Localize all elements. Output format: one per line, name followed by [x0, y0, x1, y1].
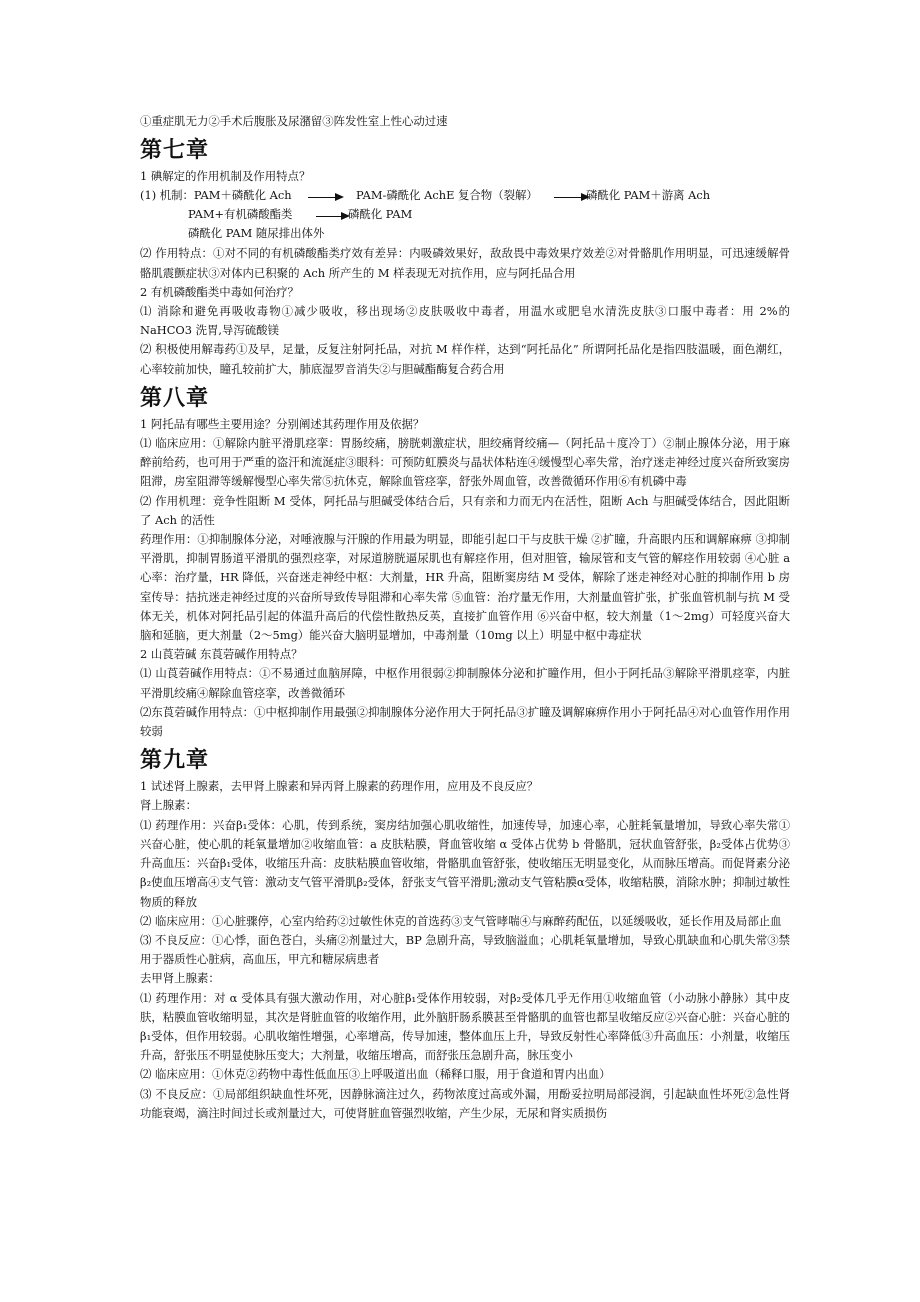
subheading: 肾上腺素：	[140, 798, 197, 813]
paragraph: ⑵东莨菪碱作用特点：①中枢抑制作用最强②抑制腺体分泌作用大于阿托品③扩瞳及调解麻痹作用小于阿托品④对心血管作用作用较弱	[140, 704, 790, 739]
paragraph: ⑵ 积极使用解毒药①及早，足量，反复注射阿托品，对抗 M 样作样，达到“阿托品化” 所谓阿托品化是指四肢温暖，面色潮红，心率较前加快，瞳孔较前扩大，肺底湿罗音消失②与胆碱酯酶复合药合用	[140, 342, 790, 376]
mechanism-label: (1) 机制：PAM＋磷酰化 Ach	[140, 188, 292, 203]
paragraph: ⑵ 作用特点：①对不同的有机磷酸酯类疗效有差异：内吸磷效果好，敌敌畏中毒效果疗效差②对骨骼肌作用明显，可迅速缓解骨骼肌震颤症状③对体内已积聚的 Ach 所产生的 M 样表现无对抗作用，应与阿托品合用	[140, 246, 790, 280]
paragraph: ⑴ 山莨菪碱作用特点：①不易通过血脑屏障，中枢作用很弱②抑制腺体分泌和扩瞳作用，但小于阿托品③解除平滑肌痉挛，内脏平滑肌绞痛④解除血管痉挛，改善微循环	[140, 666, 790, 700]
arrow-icon	[554, 197, 588, 198]
paragraph: ⑶ 不良反应：①局部组织缺血性坏死，因静脉滴注过久，药物浓度过高或外漏，用酚妥拉明局部浸润，引起缺血性坏死②急性肾功能衰竭，滴注时间过长或剂量过大，可使肾脏血管强烈收缩，产生少尿，无尿和肾实质损伤	[140, 1086, 790, 1120]
mechanism-diagram	[140, 186, 790, 244]
paragraph: ⑵ 作用机理：竞争性阻断 M 受体，阿托品与胆碱受体结合后，只有亲和力而无内在活性，阻断 Ach 与胆碱受体结合，因此阻断了 Ach 的活性	[140, 493, 790, 527]
chapter-9-title: 第九章	[140, 747, 210, 774]
paragraph: ⑴ 药理作用：兴奋β₁受体：心肌，传到系统，窦房结加强心肌收缩性，加速传导，加速心率，心脏耗氧量增加，导致心率失常①兴奋心脏，使心肌的耗氧量增加②收缩血管：a 皮肤粘膜，肾血管收缩 α 受体占优势 b 骨骼肌，冠状血管舒张，β₂受体占优势③升高血压：兴奋β₁受体，收缩压升高：皮肤粘膜血管收缩，骨骼肌血管舒张，使收缩压无明显变化，从而脉压增高。而促肾素分泌β₂使血压增高④支气管：激动支气管平滑肌β₂受体，舒张支气管平滑肌;激动支气管粘膜α受体，收缩粘膜，消除水肿；抑制过敏性物质的释放	[140, 817, 790, 909]
question: 2 有机磷酸酯类中毒如何治疗？	[140, 284, 299, 299]
mechanism-row2-left: PAM+有机磷酸酯类	[188, 207, 293, 222]
paragraph: ⑶ 不良反应：①心悸，面色苍白，头痛②剂量过大，BP 急剧升高，导致脑溢血；心肌耗氧量增加，导致心肌缺血和心肌失常③禁用于器质性心脏病，高血压，甲亢和糖尿病患者	[140, 932, 790, 967]
question: 1 试述肾上腺素，去甲肾上腺素和异丙肾上腺素的药理作用，应用及不良反应？	[140, 779, 539, 794]
paragraph: ⑵ 临床应用：①心脏骤停，心室内给药②过敏性休克的首选药③支气管哮喘④与麻醉药配伍，以延缓吸收，延长作用及局部止血	[140, 913, 782, 928]
paragraph: ⑴ 消除和避免再吸收毒物①减少吸收，移出现场②皮肤吸收中毒者，用温水或肥皂水清洗皮肤③口服中毒者：用 2%的 NaHCO3 洗胃,导泻硫酸镁	[140, 304, 790, 338]
arrow-icon	[308, 197, 342, 198]
paragraph: 药理作用：①抑制腺体分泌，对唾液腺与汗腺的作用最为明显，即能引起口干与皮肤干燥 ②扩瞳，升高眼内压和调解麻痹 ③抑制平滑肌，抑制胃肠道平滑肌的强烈痉挛，对尿道膀胱逼尿肌也有解痉作用，但对胆管，输尿管和支气管的解痉作用较弱 ④心脏 a 心率：治疗量，HR 降低，兴奋迷走神经中枢：大剂量，HR 升高，阻断窦房结 M 受体，解除了迷走神经对心脏的抑制作用 b 房室传导：拮抗迷走神经过度的兴奋所导致传导阻滞和心率失常 ⑤血管：治疗量无作用，大剂量血管扩张，扩张血管机制与抗 M 受体无关，机体对阿托品引起的体温升高后的代偿性散热反英，直接扩血管作用 ⑥兴奋中枢，较大剂量（1～2mg）可轻度兴奋大脑和延脑，更大剂量（2～5mg）能兴奋大脑明显增加，中毒剂量（10mg 以上）明显中枢中毒症状	[140, 532, 790, 643]
subheading: 去甲肾上腺素：	[140, 971, 220, 986]
chapter-8-title: 第八章	[140, 384, 210, 411]
paragraph: ⑴ 临床应用：①解除内脏平滑肌痉挛：胃肠绞痛，膀胱刺激症状，胆绞痛肾绞痛—（阿托品＋度冷丁）②制止腺体分泌，用于麻醉前给药，也可用于严重的盗汗和流涎症③眼科：可预防虹膜炎与晶状体粘连④缓慢型心率失常，治疗迷走神经过度兴奋所致窦房阻滞，房室阻滞等缓解慢型心率失常⑤抗休克，解除血管痉挛，舒张外周血管，改善微循环作用⑥有机磷中毒	[140, 436, 790, 489]
document-body	[140, 112, 790, 1123]
arrow-icon	[316, 216, 348, 217]
mechanism-end: 磷酰化 PAM＋游离 Ach	[586, 188, 711, 203]
intro-line: ①重症肌无力②手术后腹胀及尿潴留③阵发性室上性心动过速	[140, 114, 448, 128]
paragraph: ⑵ 临床应用：①休克②药物中毒性低血压③上呼吸道出血（稀释口服，用于食道和胃内出血）	[140, 1067, 611, 1082]
paragraph: ⑴ 药理作用：对 α 受体具有强大激动作用，对心脏β₁受体作用较弱，对β₂受体几乎无作用①收缩血管（小动脉小静脉）其中皮肤，粘膜血管收缩明显，其次是肾脏血管的收缩作用，此外脑肝肠系膜甚至骨骼肌的血管也都呈收缩反应②兴奋心脏：兴奋心脏的β₁受体，但作用较弱。心肌收缩性增强，心率增高，传导加速，整体血压上升，导致反射性心率降低③升高血压：小剂量，收缩压升高，舒张压不明显使脉压变大；大剂量，收缩压增高，而舒张压急剧升高，脉压变小	[140, 990, 790, 1063]
question: 1 阿托品有哪些主要用途？分别阐述其药理作用及依据？	[140, 416, 425, 431]
mechanism-middle: PAM-磷酰化 AchE 复合物（裂解）	[356, 188, 538, 203]
mechanism-row2-right: 磷酰化 PAM	[348, 207, 413, 222]
question: 2 山莨菪碱 东莨菪碱作用特点？	[140, 647, 303, 662]
chapter-7-title: 第七章	[140, 137, 210, 164]
mechanism-row3: 磷酰化 PAM 随尿排出体外	[188, 226, 325, 241]
question: 1 碘解定的作用机制及作用特点？	[140, 169, 311, 184]
